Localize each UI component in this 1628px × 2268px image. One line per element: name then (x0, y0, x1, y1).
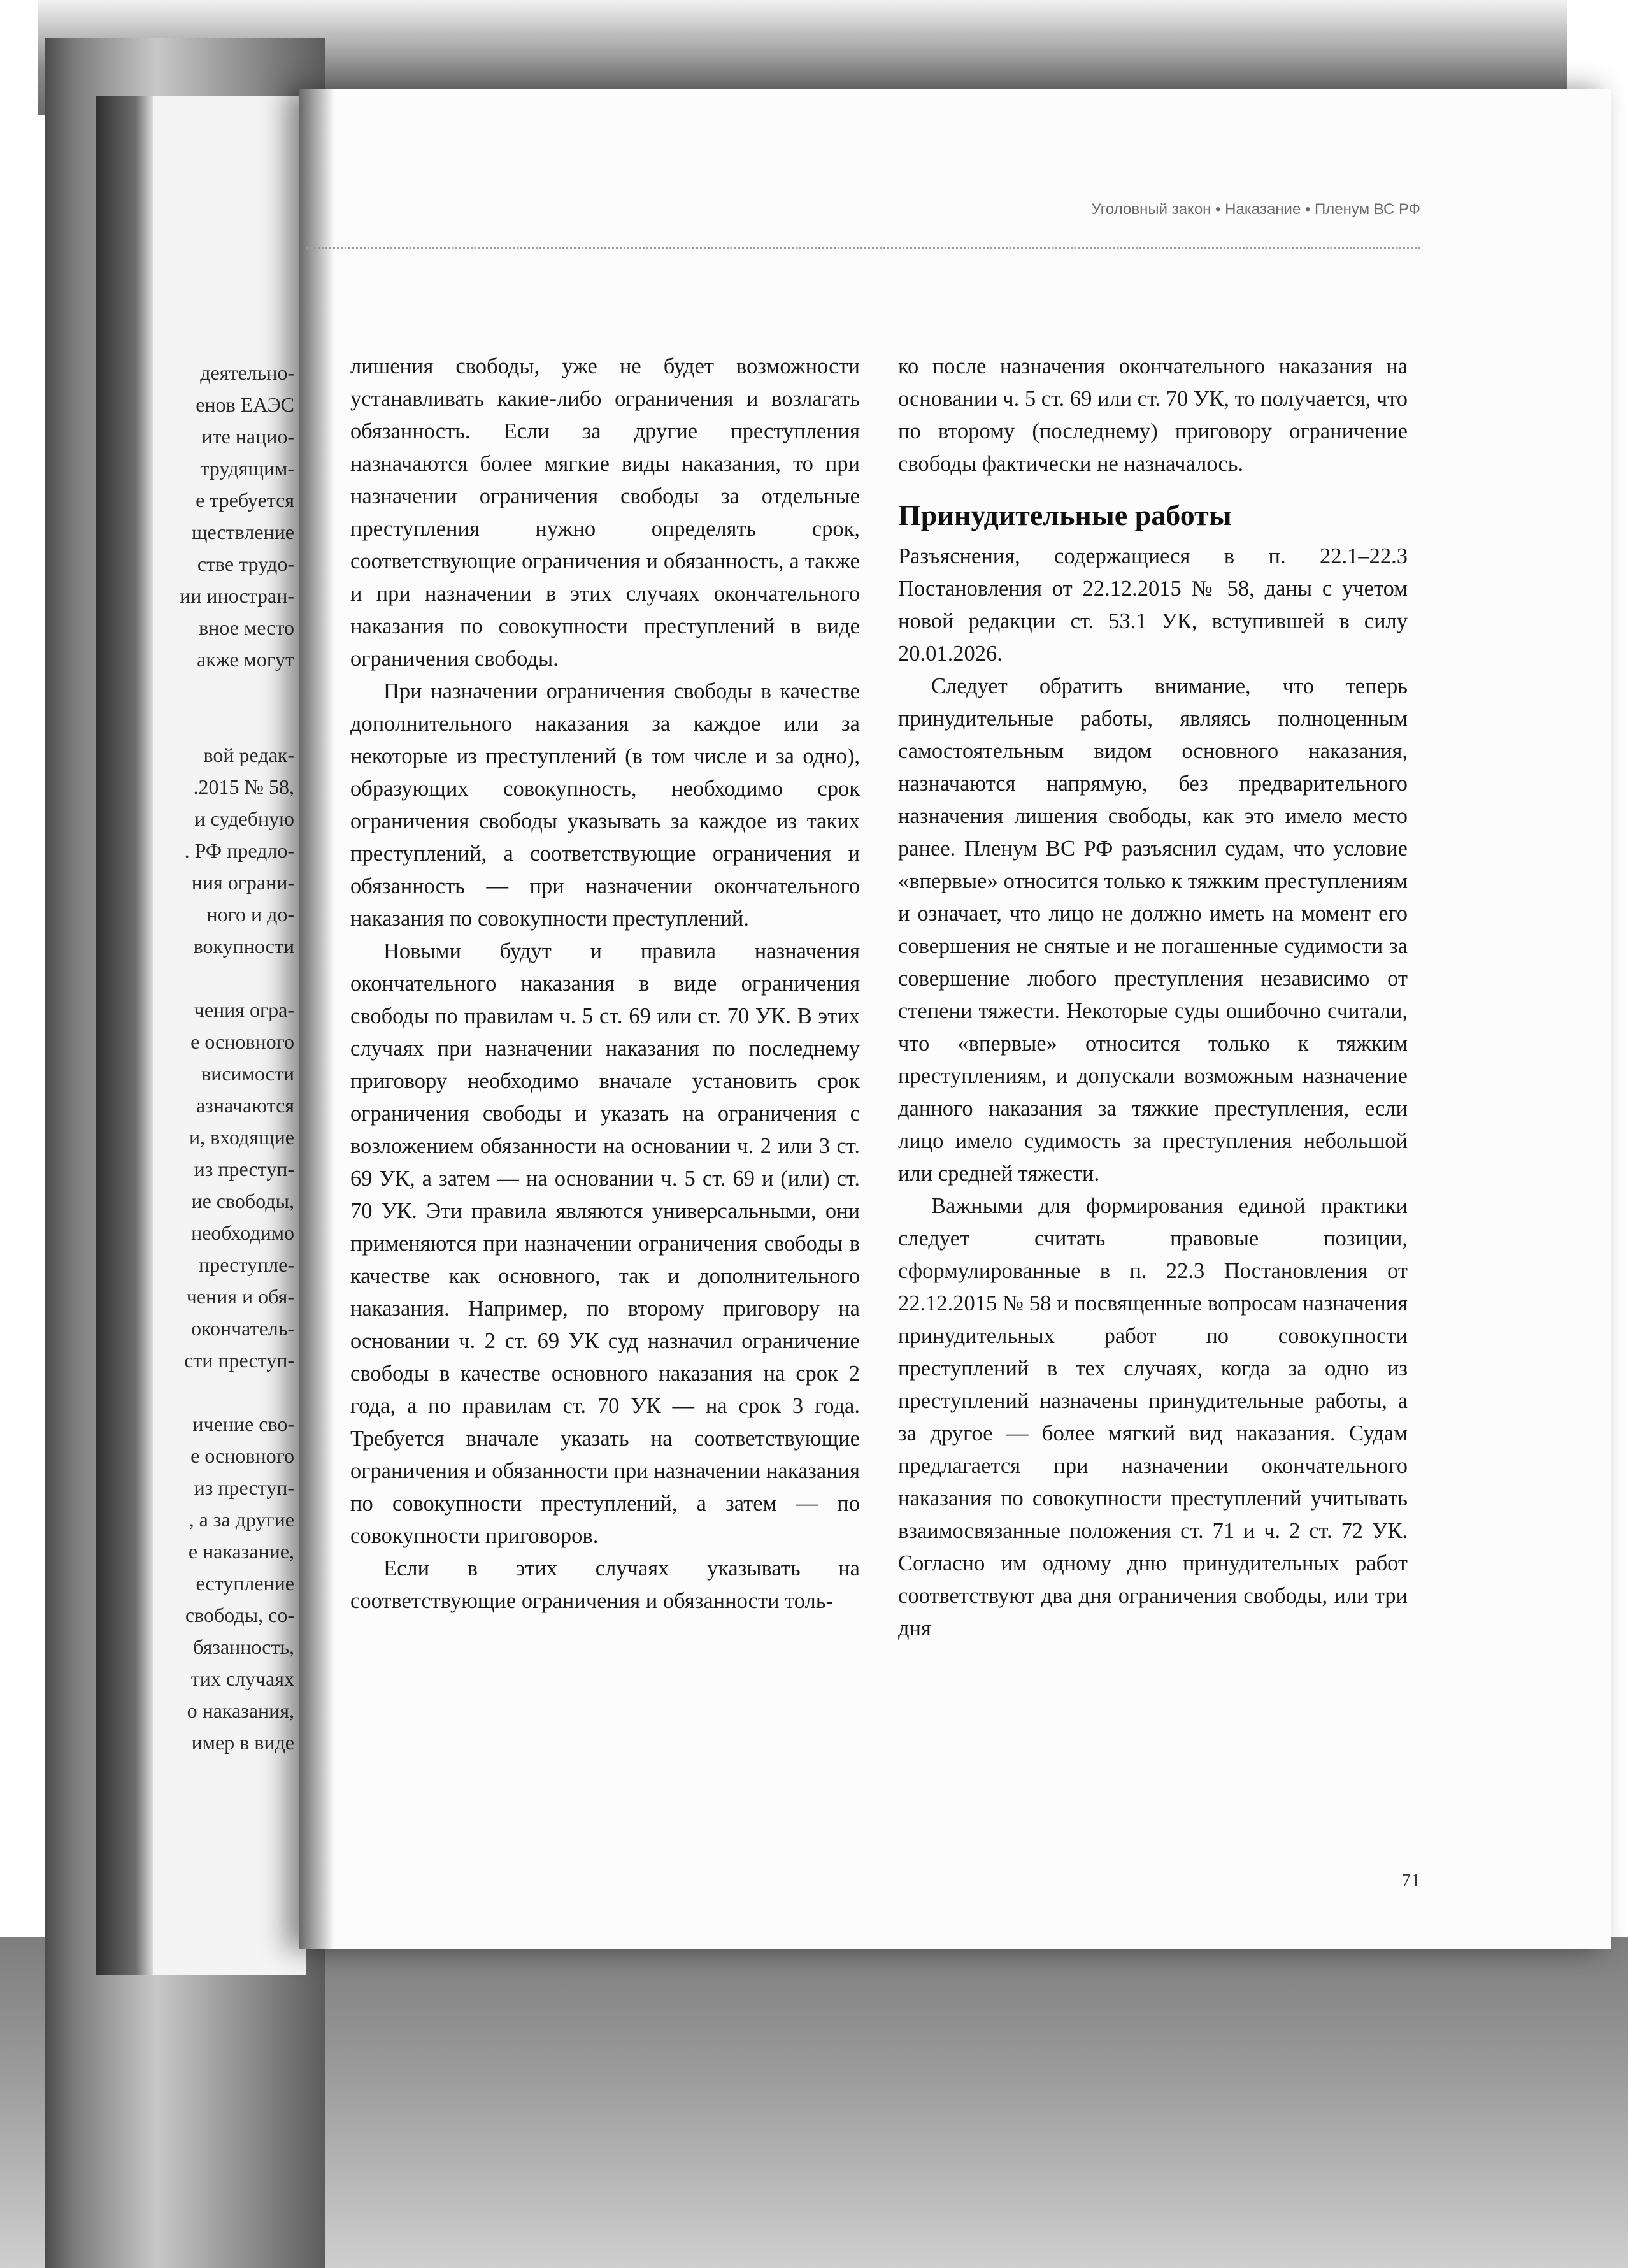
previous-page-line: акже могут (197, 648, 294, 671)
previous-page-line: окончатель- (191, 1317, 294, 1340)
paragraph: При назначении ограничения свободы в качестве дополнительного наказания за каждое или за некоторые из преступлений (в том числе и за одно), образующих совокупность, необходимо срок ограничения свободы указывать за каждое из таких преступлений, а соответствующие ограничения и обязанность — при назначении окончательного наказания по совокупности преступлений. (350, 679, 860, 931)
previous-page-edge (96, 96, 306, 1975)
previous-page-line: чения и обя- (186, 1285, 294, 1308)
previous-page-line: вой редак- (203, 743, 294, 766)
paragraph: Новыми будут и правила назначения окончательного наказания в виде ограничения свободы по правилам ч. 5 ст. 69 или ст. 70 УК. В этих случаях при назначении наказания по последнему приговору необходимо вначале установить срок ограничения свободы и указать на ограничения с возложением обязанности на основании ч. 2 или 3 ст. 69 УК, а затем — на основании ч. 5 ст. 69 и (или) ст. 70 УК. Эти правила являются универсальными, они применяются при назначении ограничения свободы в качестве как основного, так и дополнительного наказания. Например, по второму приговору на основании ч. 2 ст. 69 УК суд назначил ограничение свободы в качестве основного наказания на срок 2 года, а по правилам ст. 70 УК — на срок 3 года. Требуется вначале указать на соответствующие ограничения и обязанности при назначении наказания по совокупности преступлений, а затем — по совокупности приговоров. (350, 939, 860, 1548)
previous-page-line: из преступ- (194, 1158, 294, 1181)
paragraph: Следует обратить внимание, что теперь принудительные работы, являясь полноценным самостоятельным видом основного наказания, назначаются напрямую, без предварительного назначения лишения свободы, как это имело место ранее. Пленум ВС РФ разъяснил судам, что условие «впервые» относится только к тяжким преступлениям и означает, что лицо не должно иметь на момент его совершения не снятые и не погашенные судимости за совершение любого преступления независимо от степени тяжести. Некоторые суды ошибочно считали, что «впервые» относится только к тяжким преступлениям, и допускали возможным назначение данного наказания за тяжкие преступления, если лицо имело судимость за преступления небольшой или средней тяжести. (898, 674, 1408, 1186)
previous-page-line: .2015 № 58, (193, 775, 294, 798)
previous-page-line: ния ограни- (191, 871, 294, 894)
previous-page-line: висимости (201, 1062, 294, 1085)
previous-page-line: и судебную (194, 807, 294, 830)
previous-page-line: вокупности (193, 935, 294, 958)
previous-page-line: чения огра- (194, 998, 294, 1021)
previous-page-line: . РФ предло- (184, 839, 294, 862)
previous-page-line (103, 1376, 294, 1408)
paragraph: Важными для формирования единой практики следует считать правовые позиции, сформулированные в п. 22.3 Постановления от 22.12.2015 № 58 и посвященные вопросам назначения принудительных работ по совокупности преступлений в тех случаях, когда за одно из преступлений назначены принудительные работы, а за другое — более мягкий вид наказания. Судам предлагается при назначении окончательного наказания по совокупности преступлений учитывать взаимосвязанные положения ст. 71 и ч. 2 ст. 72 УК. Согласно им одному дню принудительных работ соответствуют два дня ограничения свободы, или три дня (898, 1194, 1408, 1640)
section-heading: Принудительные работы (898, 499, 1232, 531)
paragraph: лишения свободы, уже не будет возможности устанавливать какие-либо ограничения и возлагать обязанность. Если за другие преступления назначаются более мягкие виды наказания, то при назначении ограничения свободы за отдельные преступления нужно определять срок, соответствующие ограничения и обязанность, а также и при назначении в этих случаях окончательного наказания по совокупности преступлений в виде ограничения свободы. (350, 354, 860, 671)
previous-page-line (103, 707, 294, 739)
gutter-shadow (299, 89, 334, 1949)
previous-page-line: вное место (199, 616, 294, 639)
previous-page-line: , а за другие (189, 1508, 294, 1531)
previous-page-line: ии иностран- (180, 584, 294, 607)
previous-page-line: ного и до- (206, 903, 294, 926)
previous-page-line: трудящим- (200, 457, 294, 480)
book-page (299, 89, 1611, 1949)
previous-page-line: преступле- (199, 1253, 294, 1276)
previous-page-line: еступление (196, 1572, 294, 1595)
previous-page-line: и, входящие (189, 1126, 294, 1149)
text-column-right (898, 350, 1408, 1645)
previous-page-line: свободы, со- (185, 1604, 294, 1626)
previous-page-line: ществление (191, 520, 294, 543)
previous-page-line: е наказание, (188, 1540, 294, 1563)
text-column-left (350, 350, 860, 1618)
previous-page-line: е основного (190, 1030, 294, 1053)
previous-page-line: имер в виде (191, 1731, 294, 1754)
paragraph: ко после назначения окончательного наказания на основании ч. 5 ст. 69 или ст. 70 УК, то получается, что по второму (последнему) приговору ограничение свободы фактически не назначалось. (898, 354, 1408, 476)
previous-page-line: ичение сво- (192, 1412, 294, 1435)
page-number: 71 (1401, 1870, 1420, 1891)
previous-page-line: из преступ- (194, 1476, 294, 1499)
paragraph: Разъяснения, содержащиеся в п. 22.1–22.3 Постановления от 22.12.2015 № 58, даны с учетом новой редакции ст. 53.1 УК, вступившей в силу 20.01.2026. (898, 544, 1408, 666)
previous-page-line: стве трудо- (197, 552, 294, 575)
previous-page-line: е основного (190, 1444, 294, 1467)
running-head: Уголовный закон • Наказание • Пленум ВС РФ (1091, 201, 1420, 218)
previous-page-line (103, 962, 294, 994)
previous-page-line: енов ЕАЭС (196, 393, 294, 416)
previous-page-line: бязанность, (193, 1635, 294, 1658)
previous-page-line: ите нацио- (201, 425, 294, 448)
previous-page-line: азначаются (196, 1094, 294, 1117)
header-dotted-rule (306, 247, 1420, 249)
paragraph: Если в этих случаях указывать на соответствующие ограничения и обязанности толь- (350, 1556, 860, 1613)
previous-page-line: деятельно- (200, 361, 294, 384)
previous-page-line (103, 675, 294, 707)
previous-page-line: тих случаях (190, 1667, 294, 1690)
previous-page-text (103, 357, 294, 1758)
previous-page-line: е требуется (196, 489, 294, 512)
previous-page-line: необходимо (191, 1221, 294, 1244)
previous-page-line: ие свободы, (191, 1189, 294, 1212)
previous-page-line: сти преступ- (184, 1349, 294, 1372)
previous-page-line: о наказания, (187, 1699, 294, 1722)
